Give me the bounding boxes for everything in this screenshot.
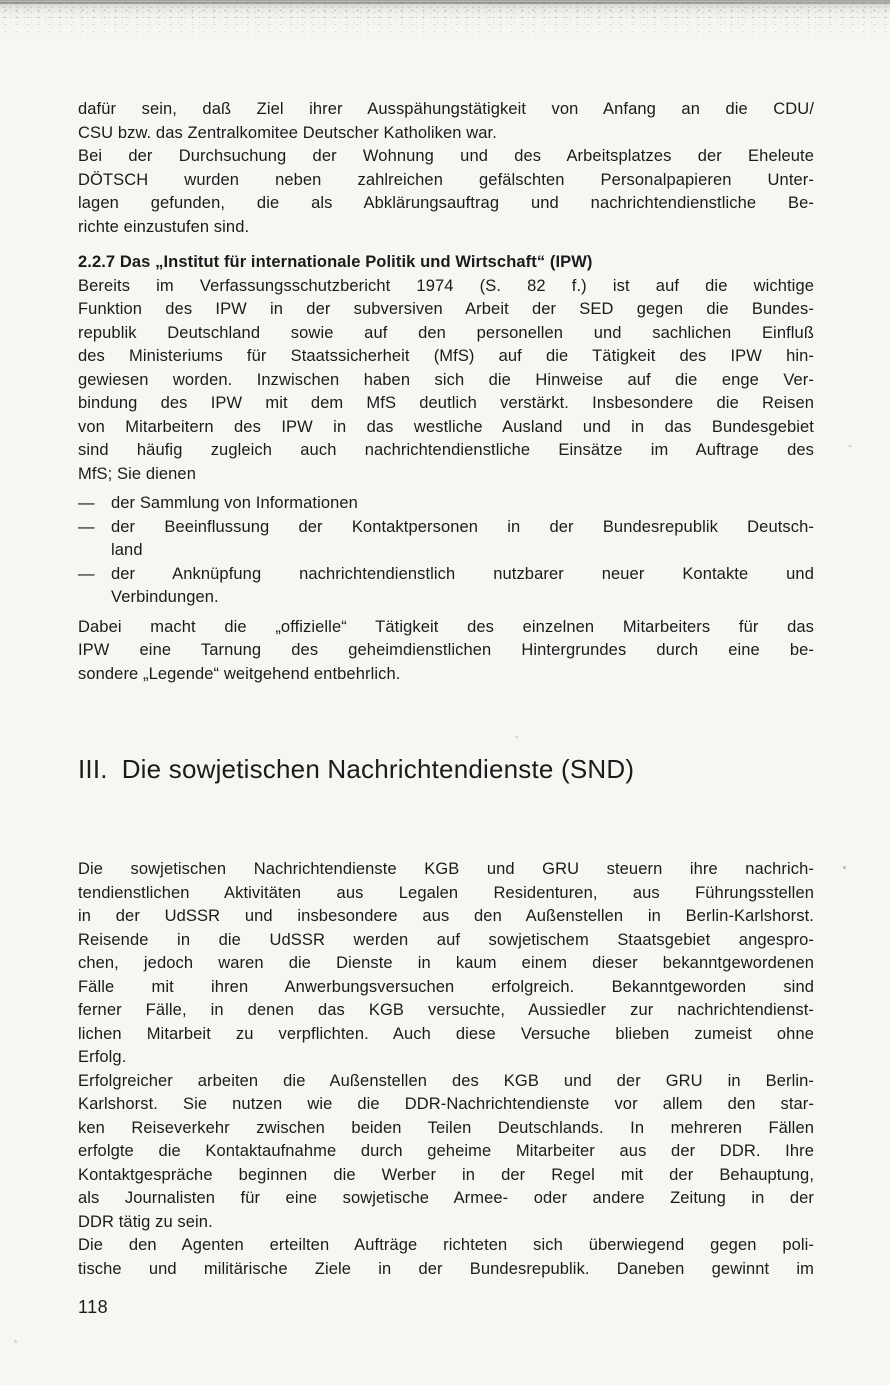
page-body-text bbox=[78, 98, 814, 1320]
text-line: land bbox=[111, 541, 143, 559]
scan-speck bbox=[843, 866, 846, 869]
body-paragraph bbox=[78, 145, 814, 239]
text-line: der Anknüpfung nachrichtendienstlich nutzbarer neuer Kontakte und bbox=[111, 564, 814, 583]
text-line: CSU bzw. das Zentralkomitee Deutscher Katholiken war. bbox=[78, 123, 497, 142]
text-line: Bereits im Verfassungsschutzbericht 1974 (S. 82 f.) ist auf die wichtige bbox=[78, 276, 814, 295]
list-item bbox=[78, 492, 814, 516]
scan-noise-band bbox=[0, 0, 890, 42]
body-paragraph bbox=[78, 1234, 814, 1281]
scan-speck bbox=[848, 445, 852, 447]
text-line: gewiesen worden. Inzwischen haben sich die Hinweise auf die enge Ver- bbox=[78, 370, 814, 389]
text-line: der Beeinflussung der Kontaktpersonen in der Bundesrepublik Deutsch- bbox=[111, 517, 814, 536]
text-line: richte einzustufen sind. bbox=[78, 217, 250, 236]
text-line: ferner Fälle, in denen das KGB versuchte, Aussiedler zur nachrichtendienst- bbox=[78, 1001, 814, 1019]
text-line: Die sowjetischen Nachrichtendienste KGB und GRU steuern ihre nachrich- bbox=[78, 860, 814, 878]
chapter-heading bbox=[78, 752, 814, 786]
text-line: DÖTSCH wurden neben zahlreichen gefälschten Personalpapieren Unter- bbox=[78, 170, 814, 189]
text-line: in der UdSSR und insbesondere aus den Außenstellen in Berlin-Karlshorst. bbox=[78, 907, 814, 925]
text-line: tische und militärische Ziele in der Bundesrepublik. Daneben gewinnt im bbox=[78, 1259, 814, 1278]
body-paragraph bbox=[78, 1070, 814, 1235]
page-number: 118 bbox=[78, 1297, 109, 1317]
text-line: Dabei macht die „offizielle“ Tätigkeit des einzelnen Mitarbeiters für das bbox=[78, 617, 814, 636]
section-heading: 2.2.7 Das „Institut für internationale Politik und Wirtschaft“ (IPW) bbox=[78, 253, 593, 271]
text-line: lagen gefunden, die als Abklärungsauftrag und nachrichtendienstliche Be- bbox=[78, 194, 814, 212]
text-line: Reisende in die UdSSR werden auf sowjetischem Staatsgebiet angespro- bbox=[78, 930, 814, 949]
text-line: Erfolg. bbox=[78, 1048, 127, 1066]
chapter-title: Die sowjetischen Nachrichtendienste (SND) bbox=[121, 754, 635, 784]
text-line: Fälle mit ihren Anwerbungsversuchen erfolgreich. Bekanntgeworden sind bbox=[78, 977, 814, 996]
text-line: sondere „Legende“ weitgehend entbehrlich. bbox=[78, 664, 401, 683]
text-line: des Ministeriums für Staatssicherheit (MfS) auf die Tätigkeit des IPW hin- bbox=[78, 347, 814, 365]
body-paragraph bbox=[78, 98, 814, 145]
chapter-numeral: III. bbox=[78, 754, 108, 784]
body-paragraph bbox=[78, 858, 814, 1070]
text-line: dafür sein, daß Ziel ihrer Ausspähungstätigkeit von Anfang an die CDU/ bbox=[78, 100, 814, 118]
text-line: IPW eine Tarnung des geheimdienstlichen Hintergrundes durch eine be- bbox=[78, 641, 814, 659]
list-item bbox=[78, 516, 814, 563]
text-line: DDR tätig zu sein. bbox=[78, 1212, 213, 1231]
list-item bbox=[78, 563, 814, 610]
text-line: lichen Mitarbeit zu verpflichten. Auch diese Versuche blieben zumeist ohne bbox=[78, 1024, 814, 1043]
text-line: Kontaktgespräche beginnen die Werber in der Regel mit der Behauptung, bbox=[78, 1165, 814, 1184]
text-line: Verbindungen. bbox=[111, 588, 219, 606]
text-line: Karlshorst. Sie nutzen wie die DDR-Nachrichtendienste vor allem den star- bbox=[78, 1095, 814, 1113]
text-line: Die den Agenten erteilten Aufträge richteten sich überwiegend gegen poli- bbox=[78, 1236, 814, 1254]
scan-speck bbox=[14, 1340, 17, 1343]
text-line: von Mitarbeitern des IPW in das westliche Ausland und in das Bundesgebiet bbox=[78, 417, 814, 436]
text-line: MfS; Sie dienen bbox=[78, 464, 196, 483]
dash-bullet: — bbox=[78, 517, 95, 536]
text-line: der Sammlung von Informationen bbox=[111, 494, 358, 512]
text-line: Funktion des IPW in der subversiven Arbeit der SED gegen die Bundes- bbox=[78, 300, 814, 318]
text-line: erfolgte die Kontaktaufnahme durch geheime Mitarbeiter aus der DDR. Ihre bbox=[78, 1142, 814, 1160]
text-line: Erfolgreicher arbeiten die Außenstellen des KGB und der GRU in Berlin- bbox=[78, 1071, 814, 1090]
dash-list bbox=[78, 492, 814, 610]
text-line: republik Deutschland sowie auf den personellen und sachlichen Einfluß bbox=[78, 323, 814, 342]
text-line: als Journalisten für eine sowjetische Armee- oder andere Zeitung in der bbox=[78, 1189, 814, 1207]
text-line: ken Reiseverkehr zwischen beiden Teilen Deutschlands. In mehreren Fällen bbox=[78, 1118, 814, 1137]
text-line: bindung des IPW mit dem MfS deutlich verstärkt. Insbesondere die Reisen bbox=[78, 394, 814, 412]
text-blocks bbox=[78, 98, 814, 1281]
text-line: tendienstlichen Aktivitäten aus Legalen Residenturen, aus Führungsstellen bbox=[78, 883, 814, 902]
text-line: sind häufig zugleich auch nachrichtendienstliche Einsätze im Auftrage des bbox=[78, 441, 814, 459]
dash-bullet: — bbox=[78, 564, 95, 583]
body-paragraph bbox=[78, 275, 814, 487]
text-line: chen, jedoch waren die Dienste in kaum einem dieser bekanntgewordenen bbox=[78, 954, 814, 972]
dash-bullet: — bbox=[78, 494, 95, 512]
body-paragraph bbox=[78, 616, 814, 687]
text-line: Bei der Durchsuchung der Wohnung und des Arbeitsplatzes der Eheleute bbox=[78, 147, 814, 165]
